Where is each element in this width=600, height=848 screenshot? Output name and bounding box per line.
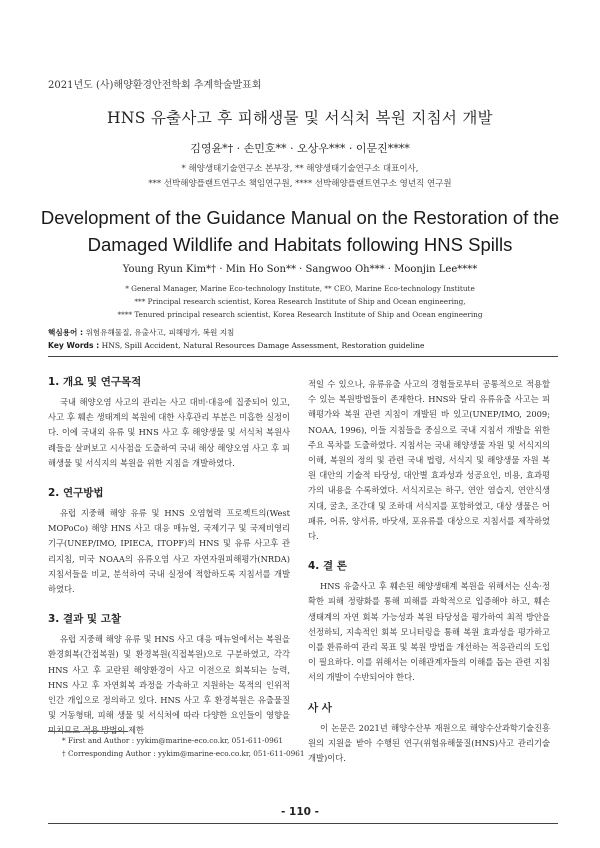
keywords-korean-text: 위험유해물질, 유출사고, 피해평가, 복원 지침 [85,328,235,337]
section-2-heading: 2. 연구방법 [48,487,104,500]
footnote-first-author: * First and Author : yykim@marine-eco.co.kr, 051-611-0961 [62,736,284,745]
korean-authors: 김영윤*† · 손민호** · 오상우*** · 이문진**** [190,142,410,155]
korean-affiliation-2: *** 선박해양플랜트연구소 책임연구원, **** 선박해양플랜트연구소 영년직 연구원 [148,179,452,189]
left-column [48,374,290,739]
acknowledgement-heading: 사 사 [308,701,332,714]
section-3-body-part-2: 적일 수 있으나, 유류유출 사고의 경험들로부터 공통적으로 적용할 수 있는 복원방법들이 존재한다. HNS와 달리 유류유출 사고는 피해평가와 복원 관련 지침이 개발된 바 있고(UNEP/IMO, 2009; NOAA, 1996), 이들 지침들을 중심으로 국내 지침서 개발을 위한 주요 목차를 도출하였다. 지침서는 국내 해양생물 자원 및 서식지의 이해, 복원의 정의 및 관련 국내 법령, 서식지 및 해양생물 자원 복원 대안의 기술적 타당성, 대안별 효과성과 성공요인, 비용, 효과평가의 내용을 수록하였다. 서식지로는 하구, 연안 염습지, 연안식생지대, 굴초, 조간대 및 조하대 서식지를 포함하였고, 대상 생물은 어패류, 어류, 양서류, 바닷새, 포유류를 대상으로 지침서를 제작하였다. [308,379,550,542]
keywords-english-label: Key Words : [48,341,100,350]
korean-title: HNS 유출사고 후 피해생물 및 서식처 복원 지침서 개발 [107,109,493,127]
footnote-corresponding-author: † Corresponding Author : yykim@marine-eco.co.kr, 051-611-0961 [62,749,305,758]
section-1-heading: 1. 개요 및 연구목적 [48,376,142,388]
section-3-heading: 3. 결과 및 고찰 [48,613,121,626]
keywords-english [48,341,558,350]
page-number: - 110 - [281,806,319,818]
right-column [308,377,550,766]
bottom-rule [48,823,558,824]
english-affiliation-1: * General Manager, Marine Eco-technology Institute, ** CEO, Marine Eco-technology Institute [125,284,475,293]
conference-header: 2021년도 (사)해양환경안전학회 추계학술발표회 [48,80,262,91]
section-2-body: 유럽 지중해 해양 유류 및 HNS 오염협력 프로젝트의(West MOPoCo) 해양 HNS 사고 대응 매뉴얼, 국제기구 및 국제비영리기구(UNEP/IMO, IPIECA, ITOPF)의 HNS 및 유류 사고후 관리지침, 미국 NOAA의 유류오염 사고 자연자원피해평가(NRDA) 지침서들을 비교, 분석하여 국내 실정에 적합하도록 지침서를 개발하였다. [48,508,290,595]
english-title: Development of the Guidance Manual on the Restoration of the Damaged Wildlife and Habitats following HNS Spills [40,207,560,255]
acknowledgement-body: 이 논문은 2021년 해양수산부 재원으로 해양수산과학기술진흥원의 지원을 받아 수행된 연구(위험유해물질(HNS)사고 관리기술 개발)이다. [308,722,550,764]
keywords-divider [48,356,558,357]
section-4-body: HNS 유출사고 후 훼손된 해양생태계 복원을 위해서는 신속·정확한 피해 정량화를 통해 피해를 과학적으로 입증해야 하고, 훼손 생태계의 자연 회복 가능성과 복원 타당성을 평가하여 최적 방안을 선정하되, 지속적인 회복 모니터링을 통해 복원 효과성을 평가하고 이를 환류하여 관리 목표 및 복원 방법을 개선하는 적응관리의 도입이 필요하다. 이를 위해서는 이해관계자들의 이해를 돕는 관련 지침서의 개발이 수반되어야 한다. [308,581,550,683]
section-4-heading: 4. 결 론 [308,560,347,573]
section-1-body: 국내 해양오염 사고의 관리는 사고 대비·대응에 집중되어 있고, 사고 후 훼손 생태계의 복원에 대한 사후관리 부분은 미흡한 실정이다. 이에 국내외 유류 및 HNS 사고 후 해양생물 및 서식처 복원사례들을 살펴보고 시사점을 도출하여 국내 해상 해양오염 사고 후 피해생물 및 서식지의 복원을 위한 지침을 개발하였다. [48,397,290,468]
english-authors: Young Ryun Kim*† · Min Ho Son** · Sangwoo Oh*** · Moonjin Lee**** [122,264,478,275]
english-affiliation-3: **** Tenured principal research scientist, Korea Research Institute of Ship and Ocean engineering [117,310,483,319]
keywords-korean [48,327,558,338]
keywords-english-text: HNS, Spill Accident, Natural Resources Damage Assessment, Restoration guideline [101,341,425,350]
korean-affiliation-1: * 해양생태기술연구소 본부장, ** 해양생태기술연구소 대표이사, [181,164,419,174]
english-affiliation-2: *** Principal research scientist, Korea Research Institute of Ship and Ocean engineering, [134,297,466,306]
footnote-rule [48,731,128,732]
section-3-body-part-1: 유럽 지중해 해양 유류 및 HNS 사고 대응 매뉴얼에서는 복원을 환경회복(간접복원) 및 환경복원(직접복원)으로 구분하였고, 각각 HNS 사고 후 교란된 해양환경이 사고 이전으로 회복되는 능력, HNS 사고 후 자연회복 과정을 가속하고 지원하는 목적의 인위적 인간 개입으로 정의하고 있다. HNS 사고 후 환경복원은 유출물질 및 거동형태, 피해 생물 및 서식처에 따라 다양한 요인들이 영향을 미치므로 적용 방법이 제한 [48,634,290,736]
keywords-korean-label: 핵심용어 : [48,328,84,337]
